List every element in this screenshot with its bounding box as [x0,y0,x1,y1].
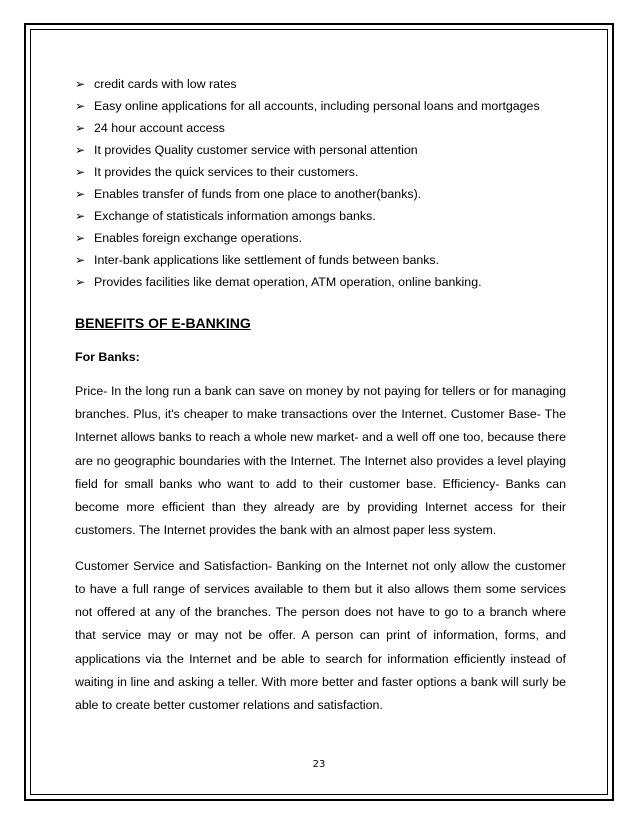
bullet-item: ➢ It provides the quick services to their customers. [75,161,566,183]
section-subheading: For Banks: [75,350,140,364]
arrow-bullet-icon: ➢ [75,187,86,201]
bullet-item: ➢ 24 hour account access [75,117,566,139]
feature-bullet-list [75,73,566,293]
arrow-bullet-icon: ➢ [75,121,86,135]
bullet-item: ➢ Exchange of statisticals information amongs banks. [75,205,566,227]
arrow-bullet-icon: ➢ [75,77,86,91]
bullet-item: ➢ Easy online applications for all accounts, including personal loans and mortgages [75,95,566,117]
section-heading: BENEFITS OF E-BANKING [75,315,251,331]
arrow-bullet-icon: ➢ [75,209,86,223]
page-number: 23 [312,759,326,770]
arrow-bullet-icon: ➢ [75,165,86,179]
arrow-bullet-icon: ➢ [75,99,86,113]
bullet-item: ➢ It provides Quality customer service with personal attention [75,139,566,161]
page-content [75,73,566,730]
bullet-item: ➢ Inter-bank applications like settlement of funds between banks. [75,249,566,271]
bullet-item: ➢ Provides facilities like demat operation, ATM operation, online banking. [75,271,566,293]
arrow-bullet-icon: ➢ [75,275,86,289]
bullet-item: ➢ Enables foreign exchange operations. [75,227,566,249]
bullet-item: ➢ credit cards with low rates [75,73,566,95]
arrow-bullet-icon: ➢ [75,253,86,267]
body-paragraph: Customer Service and Satisfaction- Banking on the Internet not only allow the customer to have a full range of services available to them but it also allows them some services not offered at any of the branches. The person does not have to go to a branch where that service may or may not be offer. A person can print of information, forms, and applications via the Internet and be able to search for information efficiently instead of waiting in line and asking a teller. With more better and faster options a bank will surly be able to create better customer relations and satisfaction. [75,558,566,713]
arrow-bullet-icon: ➢ [75,231,86,245]
bullet-item: ➢ Enables transfer of funds from one place to another(banks). [75,183,566,205]
arrow-bullet-icon: ➢ [75,143,86,157]
body-paragraph: Price- In the long run a bank can save on money by not paying for tellers or for managing branches. Plus, it's cheaper to make transactions over the Internet. Customer Base- The Internet allows banks to reach a whole new market- and a well off one too, because there are no geographic boundaries with the Internet. The Internet also provides a level playing field for small banks who want to add to their customer base. Efficiency- Banks can become more efficient than they already are by providing Internet access for their customers. The Internet provides the bank with an almost paper less system. [75,384,566,538]
